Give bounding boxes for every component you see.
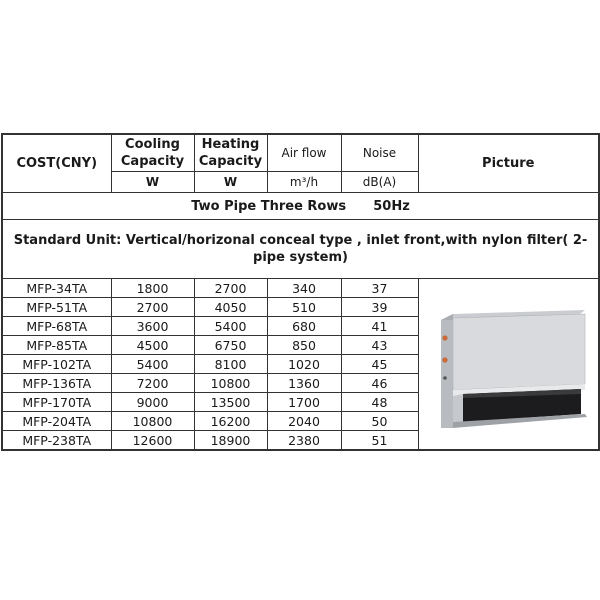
model-cell: MFP-204TA (2, 412, 111, 431)
noise-cell: 45 (341, 355, 418, 374)
cooling-unit: W (111, 172, 194, 193)
cooling-header: Cooling Capacity (111, 134, 194, 172)
airflow-cell: 2040 (267, 412, 341, 431)
noise-cell: 51 (341, 431, 418, 451)
cooling-cell: 10800 (111, 412, 194, 431)
model-cell: MFP-85TA (2, 336, 111, 355)
fan-coil-unit-image (423, 294, 593, 434)
noise-cell: 39 (341, 298, 418, 317)
section-title: Two Pipe Three Rows 50Hz (2, 193, 599, 220)
noise-header: Noise (341, 134, 418, 172)
model-cell: MFP-51TA (2, 298, 111, 317)
section-subtitle: Standard Unit: Vertical/horizonal conceal type , inlet front,with nylon filter( 2-pipe system) (2, 220, 599, 279)
noise-cell: 37 (341, 279, 418, 298)
cooling-cell: 4500 (111, 336, 194, 355)
model-cell: MFP-68TA (2, 317, 111, 336)
heating-cell: 5400 (194, 317, 267, 336)
heating-cell: 18900 (194, 431, 267, 451)
noise-cell: 41 (341, 317, 418, 336)
model-cell: MFP-34TA (2, 279, 111, 298)
picture-header: Picture (418, 134, 599, 193)
cost-header: COST(CNY) (2, 134, 111, 193)
table-row (2, 279, 599, 298)
heating-cell: 8100 (194, 355, 267, 374)
noise-unit: dB(A) (341, 172, 418, 193)
airflow-cell: 340 (267, 279, 341, 298)
airflow-unit: m³/h (267, 172, 341, 193)
heating-cell: 10800 (194, 374, 267, 393)
heating-unit: W (194, 172, 267, 193)
airflow-cell: 510 (267, 298, 341, 317)
heating-cell: 4050 (194, 298, 267, 317)
picture-cell (418, 279, 599, 451)
cooling-cell: 1800 (111, 279, 194, 298)
cooling-cell: 9000 (111, 393, 194, 412)
model-cell: MFP-238TA (2, 431, 111, 451)
heating-cell: 16200 (194, 412, 267, 431)
model-cell: MFP-136TA (2, 374, 111, 393)
heating-cell: 6750 (194, 336, 267, 355)
airflow-cell: 2380 (267, 431, 341, 451)
cooling-cell: 5400 (111, 355, 194, 374)
cooling-cell: 12600 (111, 431, 194, 451)
airflow-cell: 680 (267, 317, 341, 336)
noise-cell: 48 (341, 393, 418, 412)
heating-header: Heating Capacity (194, 134, 267, 172)
noise-cell: 43 (341, 336, 418, 355)
airflow-header: Air flow (267, 134, 341, 172)
model-cell: MFP-102TA (2, 355, 111, 374)
model-cell: MFP-170TA (2, 393, 111, 412)
heating-cell: 13500 (194, 393, 267, 412)
airflow-cell: 1700 (267, 393, 341, 412)
airflow-cell: 850 (267, 336, 341, 355)
cooling-cell: 3600 (111, 317, 194, 336)
noise-cell: 46 (341, 374, 418, 393)
airflow-cell: 1020 (267, 355, 341, 374)
noise-cell: 50 (341, 412, 418, 431)
cooling-cell: 7200 (111, 374, 194, 393)
airflow-cell: 1360 (267, 374, 341, 393)
heating-cell: 2700 (194, 279, 267, 298)
cooling-cell: 2700 (111, 298, 194, 317)
spec-table (1, 133, 600, 451)
